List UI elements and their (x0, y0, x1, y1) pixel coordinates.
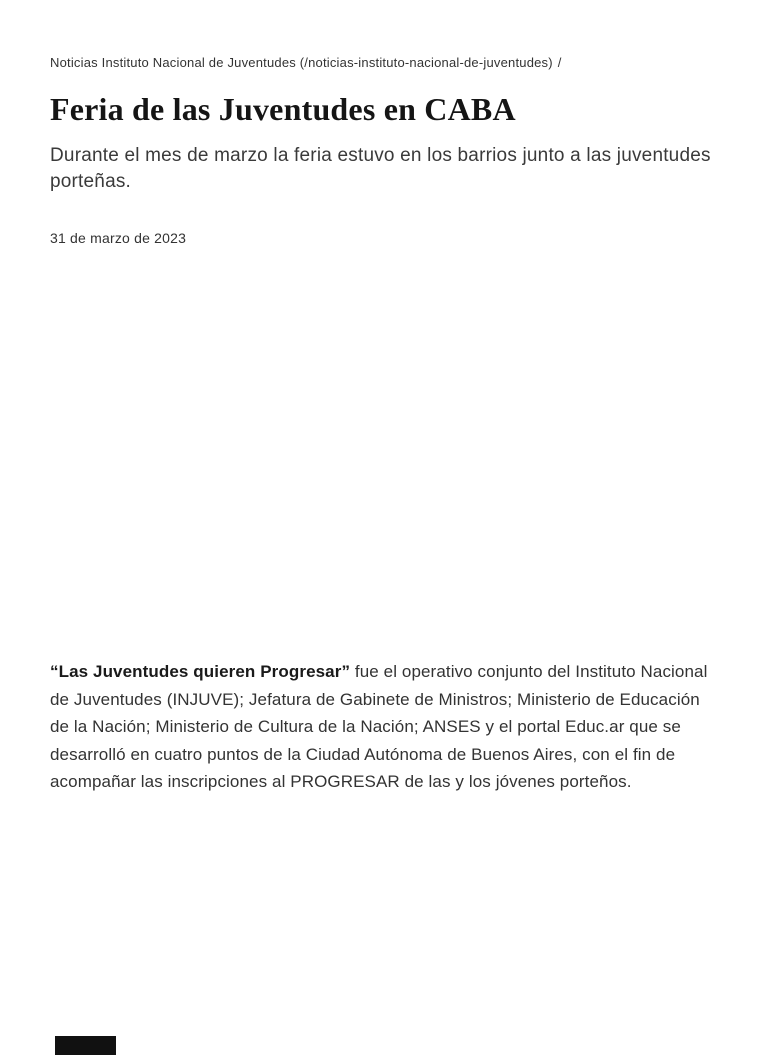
article-subtitle: Durante el mes de marzo la feria estuvo en los barrios junto a las juventudes porteñas. (50, 145, 711, 193)
article-body-rest: fue el operativo conjunto del Instituto Nacional de Juventudes (INJUVE); Jefatura de Gabinete de Ministros; Ministerio de Educación de la Nación; Ministerio de Cultura de la Nación; ANSES y el portal Educ.ar que se desarrolló en cuatro puntos de la Ciudad Autónoma de Buenos Aires, con el fin de acompañar las inscripciones al PROGRESAR de las y los jóvenes porteños. (50, 662, 708, 792)
breadcrumb (50, 55, 723, 71)
article-page (0, 55, 773, 796)
breadcrumb-link[interactable]: Noticias Instituto Nacional de Juventudes (/noticias-instituto-nacional-de-juventudes) (50, 55, 553, 70)
article-date: 31 de marzo de 2023 (50, 230, 187, 247)
article-body-lead: “Las Juventudes quieren Progresar” (50, 662, 351, 682)
article-image-placeholder (50, 247, 723, 658)
footer-fragment (55, 1036, 116, 1055)
breadcrumb-separator: / (557, 55, 562, 70)
article-body (50, 658, 723, 796)
page-title: Feria de las Juventudes en CABA (50, 91, 516, 128)
